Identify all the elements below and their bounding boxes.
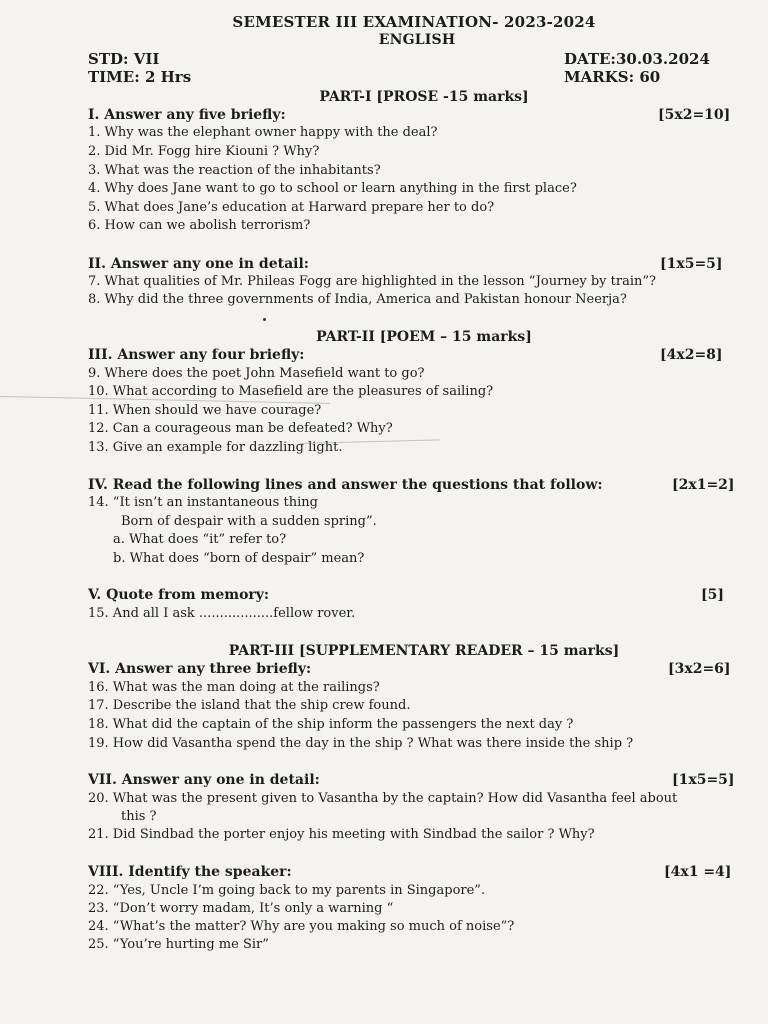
question: 2. Did Mr. Fogg hire Kiouni ? Why? bbox=[88, 144, 320, 159]
part-heading: PART-III [SUPPLEMENTARY READER – 15 marks] bbox=[228, 643, 620, 659]
sub-question: a. What does “it” refer to? bbox=[113, 532, 287, 547]
question: 6. How can we abolish terrorism? bbox=[88, 218, 311, 233]
question: 8. Why did the three governments of India, America and Pakistan honour Neerja? bbox=[88, 292, 627, 307]
question: 24. “What’s the matter? Why are you making so much of noise”? bbox=[88, 919, 515, 934]
section-marks: [1x5=5] bbox=[672, 772, 735, 788]
question: 5. What does Jane’s education at Harward prepare her to do? bbox=[88, 200, 495, 215]
question: 4. Why does Jane want to go to school or learn anything in the first place? bbox=[88, 181, 577, 196]
quote-line: Born of despair with a sudden spring”. bbox=[121, 514, 377, 529]
question: 20. What was the present given to Vasantha by the captain? How did Vasantha feel about bbox=[88, 791, 678, 806]
sub-question: b. What does “born of despair” mean? bbox=[113, 551, 365, 566]
question: 18. What did the captain of the ship inform the passengers the next day ? bbox=[88, 717, 574, 732]
marks-label: MARKS: 60 bbox=[564, 68, 661, 86]
question: 23. “Don’t worry madam, It’s only a warning “ bbox=[88, 901, 394, 916]
exam-title: SEMESTER III EXAMINATION- 2023-2024 bbox=[232, 13, 596, 31]
question: 13. Give an example for dazzling light. bbox=[88, 440, 343, 455]
question: 21. Did Sindbad the porter enjoy his meeting with Sindbad the sailor ? Why? bbox=[88, 827, 595, 842]
time-label: TIME: 2 Hrs bbox=[88, 68, 192, 86]
section-heading: VII. Answer any one in detail: bbox=[88, 772, 320, 788]
section-marks: [5] bbox=[701, 587, 724, 603]
question: 16. What was the man doing at the railings? bbox=[88, 680, 380, 695]
section-marks: [5x2=10] bbox=[658, 107, 731, 123]
question: 10. What according to Masefield are the pleasures of sailing? bbox=[88, 384, 494, 399]
question: 17. Describe the island that the ship crew found. bbox=[88, 698, 411, 713]
question: 15. And all I ask ..................fellow rover. bbox=[88, 606, 356, 621]
question: 3. What was the reaction of the inhabitants? bbox=[88, 163, 381, 178]
section-heading: II. Answer any one in detail: bbox=[88, 256, 309, 272]
question: 9. Where does the poet John Masefield want to go? bbox=[88, 366, 425, 381]
section-heading: V. Quote from memory: bbox=[88, 587, 270, 603]
date-label: DATE:30.03.2024 bbox=[564, 50, 710, 68]
question-continuation: this ? bbox=[121, 809, 157, 824]
section-heading: I. Answer any five briefly: bbox=[88, 107, 286, 123]
section-marks: [3x2=6] bbox=[668, 661, 731, 677]
section-heading: VIII. Identify the speaker: bbox=[88, 864, 292, 880]
question: 19. How did Vasantha spend the day in the ship ? What was there inside the ship ? bbox=[88, 736, 634, 751]
subject-title: ENGLISH bbox=[378, 32, 456, 48]
section-marks: [4x2=8] bbox=[660, 347, 723, 363]
question: 12. Can a courageous man be defeated? Why? bbox=[88, 421, 393, 436]
section-heading: III. Answer any four briefly: bbox=[88, 347, 305, 363]
section-heading: IV. Read the following lines and answer the questions that follow: bbox=[88, 477, 603, 493]
question: 25. “You’re hurting me Sir” bbox=[88, 937, 269, 952]
std-label: STD: VII bbox=[88, 50, 160, 68]
question: 7. What qualities of Mr. Phileas Fogg are highlighted in the lesson “Journey by train”? bbox=[88, 274, 656, 289]
part-heading: PART-II [POEM – 15 marks] bbox=[316, 329, 532, 345]
question: 1. Why was the elephant owner happy with the deal? bbox=[88, 125, 438, 140]
question: 11. When should we have courage? bbox=[88, 403, 322, 418]
scan-artifact-speck bbox=[263, 318, 266, 321]
question: 22. “Yes, Uncle I’m going back to my parents in Singapore”. bbox=[88, 883, 486, 898]
part-heading: PART-I [PROSE -15 marks] bbox=[319, 89, 529, 105]
section-marks: [2x1=2] bbox=[672, 477, 735, 493]
section-marks: [1x5=5] bbox=[660, 256, 723, 272]
quote-line: 14. “It isn’t an instantaneous thing bbox=[88, 495, 318, 510]
section-heading: VI. Answer any three briefly: bbox=[88, 661, 312, 677]
section-marks: [4x1 =4] bbox=[664, 864, 732, 880]
